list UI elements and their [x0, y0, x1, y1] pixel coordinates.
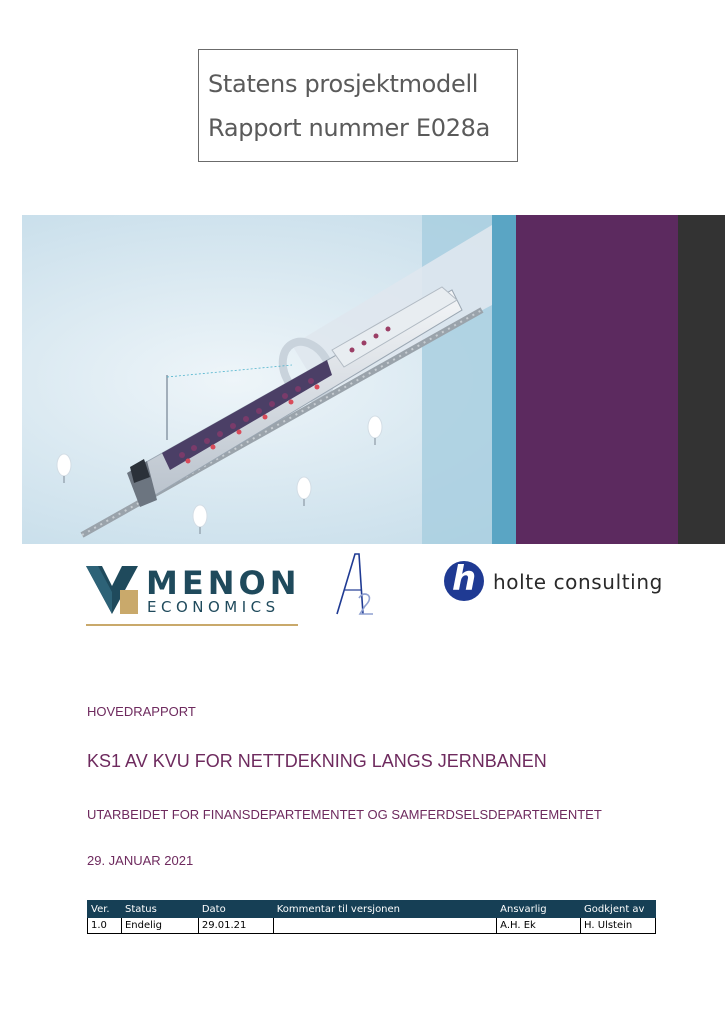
header-status: Status [121, 901, 198, 918]
cell-ver: 1.0 [88, 918, 122, 934]
holte-h-icon [444, 561, 484, 601]
document-title: KS1 AV KVU FOR NETTDEKNING LANGS JERNBANEN [87, 751, 547, 771]
header-kommentar: Kommentar til versjonen [273, 901, 496, 918]
header-godkjent: Godkjent av [581, 901, 656, 918]
prepared-for: UTARBEIDET FOR FINANSDEPARTEMENTET OG SAMFERDSELSDEPARTEMENTET [87, 807, 602, 822]
menon-economics-logo [86, 562, 301, 628]
cell-dato: 29.01.21 [198, 918, 273, 934]
document-type: HOVEDRAPPORT [87, 704, 196, 719]
economics-wordmark: ECONOMICS [147, 598, 280, 616]
menon-underline [86, 624, 298, 626]
header-ansvarlig: Ansvarlig [497, 901, 581, 918]
cover-image [22, 215, 725, 544]
holte-letter: h [452, 559, 477, 599]
a2-logo-icon [333, 550, 375, 620]
header-dato: Dato [198, 901, 273, 918]
menon-v-mark-icon [86, 566, 138, 614]
train-tunnel-illustration-icon [22, 215, 725, 544]
version-table [87, 900, 656, 934]
report-number: Rapport nummer E028a [208, 114, 491, 142]
menon-wordmark: MENON [146, 564, 301, 602]
header-ver: Ver. [88, 901, 122, 918]
holte-consulting-logo [444, 561, 714, 607]
table-row [88, 918, 656, 934]
holte-wordmark: holte consulting [493, 570, 663, 594]
cell-ansvarlig: A.H. Ek [497, 918, 581, 934]
project-model-title: Statens prosjektmodell [208, 70, 479, 98]
cell-kommentar [273, 918, 496, 934]
project-model-box [198, 49, 518, 162]
document-date: 29. JANUAR 2021 [87, 853, 194, 868]
cell-godkjent: H. Ulstein [581, 918, 656, 934]
version-table-header [88, 901, 656, 918]
cell-status: Endelig [121, 918, 198, 934]
